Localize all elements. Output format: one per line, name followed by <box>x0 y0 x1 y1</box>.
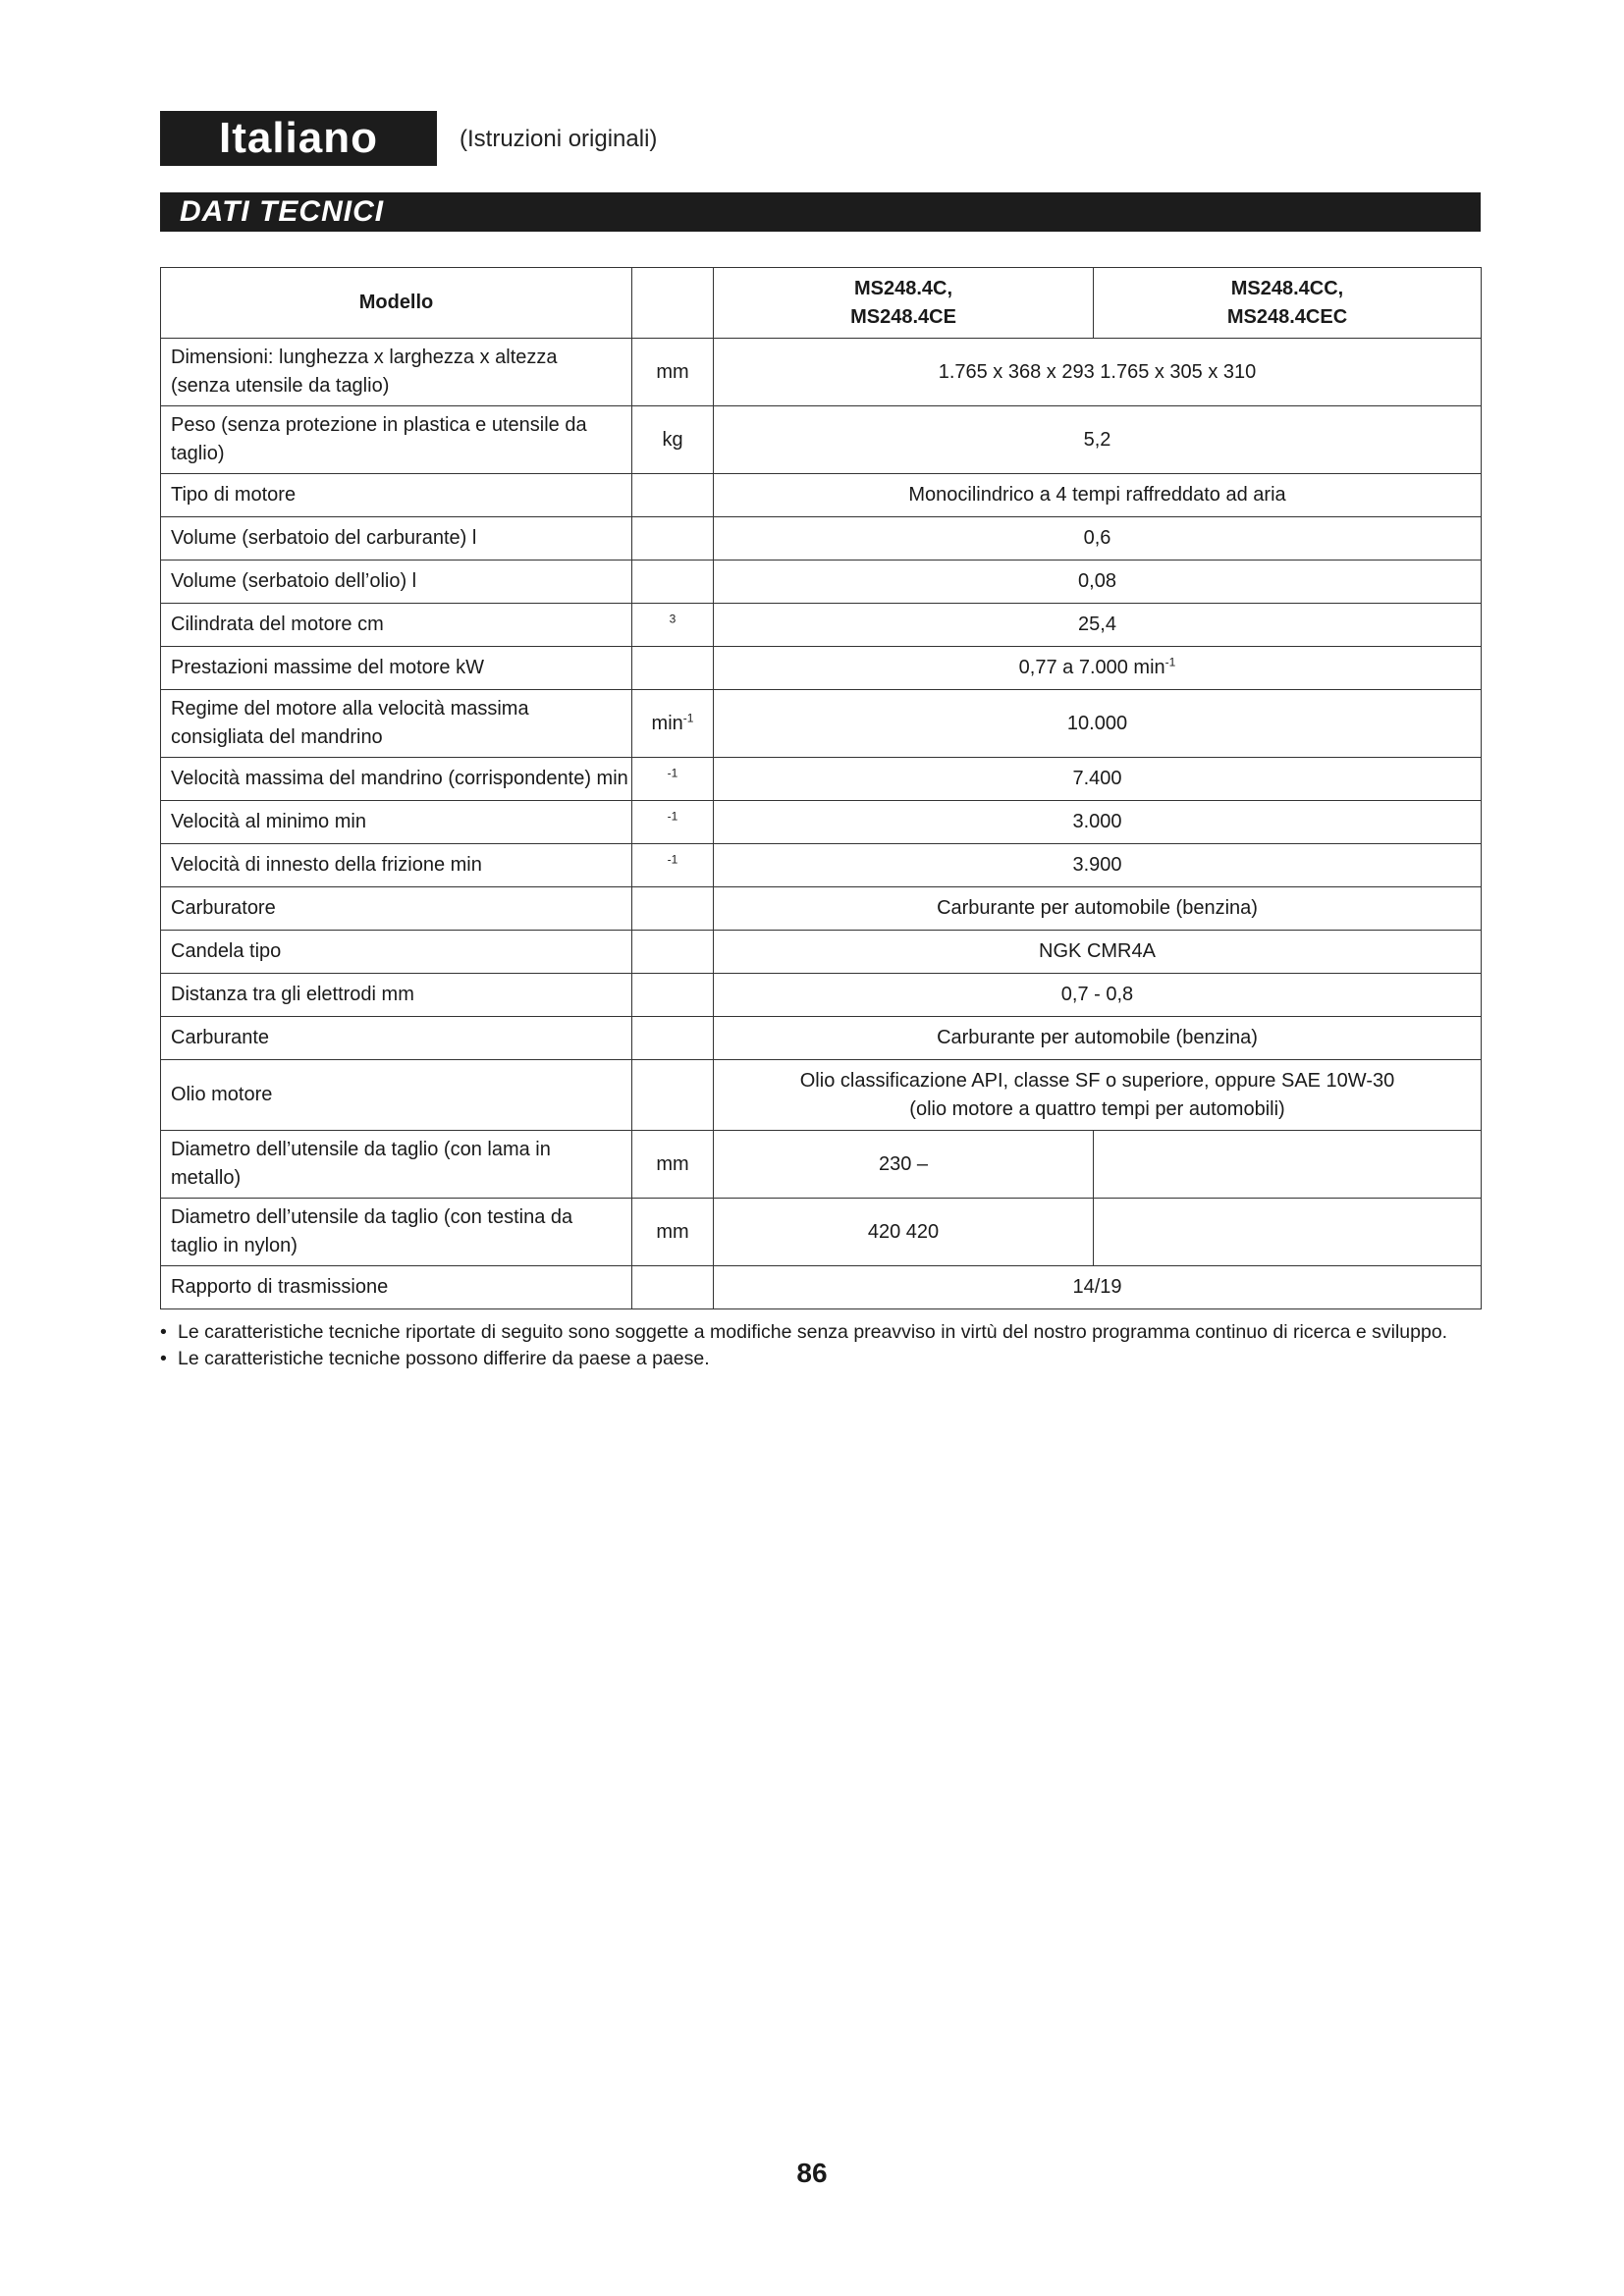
model-col-1: MS248.4C, MS248.4CE <box>714 268 1094 339</box>
row-value: 25,4 <box>714 604 1482 647</box>
row-label: Volume (serbatoio dell’olio) l <box>161 561 632 604</box>
table-row <box>161 474 1482 517</box>
row-unit <box>632 974 714 1017</box>
row-value: 5,2 <box>714 406 1482 474</box>
unit-superscript: -1 <box>667 766 678 780</box>
row-label: Candela tipo <box>161 931 632 974</box>
row-unit <box>632 1017 714 1060</box>
row-value: Carburante per automobile (benzina) <box>714 887 1482 931</box>
row-unit <box>632 844 714 887</box>
bullet-icon: • <box>160 1348 167 1370</box>
unit-superscript: -1 <box>667 809 678 824</box>
row-unit: mm <box>632 339 714 406</box>
row-value: Monocilindrico a 4 tempi raffreddato ad aria <box>714 474 1482 517</box>
footnotes <box>160 1320 1476 1374</box>
row-unit <box>632 517 714 561</box>
table-row <box>161 887 1482 931</box>
table-row <box>161 758 1482 801</box>
row-value: 0,6 <box>714 517 1482 561</box>
row-label: Cilindrata del motore cm <box>161 604 632 647</box>
table-row <box>161 690 1482 758</box>
row-unit: kg <box>632 406 714 474</box>
row-value: Olio classificazione API, classe SF o superiore, oppure SAE 10W-30 (olio motore a quattro tempi per automobili) <box>714 1060 1482 1131</box>
row-value: 7.400 <box>714 758 1482 801</box>
unit-superscript: -1 <box>682 710 694 724</box>
bullet-icon: • <box>160 1321 167 1343</box>
row-label: Carburatore <box>161 887 632 931</box>
row-label: Dimensioni: lunghezza x larghezza x altezza (senza utensile da taglio) <box>161 339 632 406</box>
row-unit <box>632 561 714 604</box>
row-unit: $\min^{-1}$ <box>632 690 714 758</box>
row-label: Peso (senza protezione in plastica e utensile da taglio) <box>161 406 632 474</box>
row-unit <box>632 931 714 974</box>
table-row <box>161 974 1482 1017</box>
table-row <box>161 1131 1482 1199</box>
section-title: DATI TECNICI <box>160 192 1481 232</box>
row-label: Diametro dell’utensile da taglio (con testina da taglio in nylon) <box>161 1199 632 1266</box>
original-instructions-note: (Istruzioni originali) <box>460 126 658 152</box>
value-superscript: -1 <box>1164 655 1176 669</box>
footnote-item: • Le caratteristiche tecniche riportate di seguito sono soggette a modifiche senza preavviso in virtù del nostro programma continuo di ricerca e sviluppo. <box>160 1320 1476 1345</box>
row-label: Carburante <box>161 1017 632 1060</box>
table-row <box>161 1060 1482 1131</box>
row-value: 3.000 <box>714 801 1482 844</box>
row-value: 14/19 <box>714 1266 1482 1309</box>
unit-superscript: -1 <box>667 852 678 867</box>
row-label: Prestazioni massime del motore kW <box>161 647 632 690</box>
row-label: Distanza tra gli elettrodi mm <box>161 974 632 1017</box>
row-value: 0,08 <box>714 561 1482 604</box>
row-label: Regime del motore alla velocità massima consigliata del mandrino <box>161 690 632 758</box>
row-value-col-1: 420 420 <box>714 1199 1094 1266</box>
model-col-2: MS248.4CC, MS248.4CEC <box>1094 268 1482 339</box>
row-unit <box>632 474 714 517</box>
row-value: 1.765 x 368 x 293 1.765 x 305 x 310 <box>714 339 1482 406</box>
row-label: Tipo di motore <box>161 474 632 517</box>
table-header-row <box>161 268 1482 339</box>
row-value: 0,77 a 7.000 $\min^{-1}$ <box>714 647 1482 690</box>
unit-superscript: 3 <box>669 612 677 626</box>
table-row <box>161 931 1482 974</box>
page-number: 86 <box>796 2158 828 2188</box>
row-value: 10.000 <box>714 690 1482 758</box>
unit-header <box>632 268 714 339</box>
technical-data-table <box>160 267 1482 1309</box>
table-row <box>161 517 1482 561</box>
language-label: Italiano <box>160 111 437 166</box>
row-value: NGK CMR4A <box>714 931 1482 974</box>
row-unit <box>632 604 714 647</box>
row-unit <box>632 1060 714 1131</box>
row-unit <box>632 647 714 690</box>
table-row <box>161 1017 1482 1060</box>
row-value-col-2 <box>1094 1131 1482 1199</box>
row-value-col-1: 230 – <box>714 1131 1094 1199</box>
row-label: Velocità al minimo min <box>161 801 632 844</box>
row-value: 0,7 - 0,8 <box>714 974 1482 1017</box>
table-row <box>161 561 1482 604</box>
table-row <box>161 604 1482 647</box>
row-value: 3.900 <box>714 844 1482 887</box>
row-unit <box>632 801 714 844</box>
row-label: Volume (serbatoio del carburante) l <box>161 517 632 561</box>
table-row <box>161 1266 1482 1309</box>
table-row <box>161 406 1482 474</box>
table-row <box>161 647 1482 690</box>
row-value-col-2 <box>1094 1199 1482 1266</box>
table-row <box>161 339 1482 406</box>
row-unit <box>632 758 714 801</box>
table-row <box>161 801 1482 844</box>
row-label: Olio motore <box>161 1060 632 1131</box>
row-value: Carburante per automobile (benzina) <box>714 1017 1482 1060</box>
row-label: Velocità di innesto della frizione min <box>161 844 632 887</box>
table-row <box>161 1199 1482 1266</box>
model-header: Modello <box>161 268 632 339</box>
row-label: Velocità massima del mandrino (corrispondente) min <box>161 758 632 801</box>
row-unit <box>632 1266 714 1309</box>
row-label: Diametro dell’utensile da taglio (con lama in metallo) <box>161 1131 632 1199</box>
row-unit <box>632 887 714 931</box>
row-label: Rapporto di trasmissione <box>161 1266 632 1309</box>
row-unit: mm <box>632 1131 714 1199</box>
table-row <box>161 844 1482 887</box>
row-unit: mm <box>632 1199 714 1266</box>
footnote-item: • Le caratteristiche tecniche possono differire da paese a paese. <box>160 1347 1476 1371</box>
